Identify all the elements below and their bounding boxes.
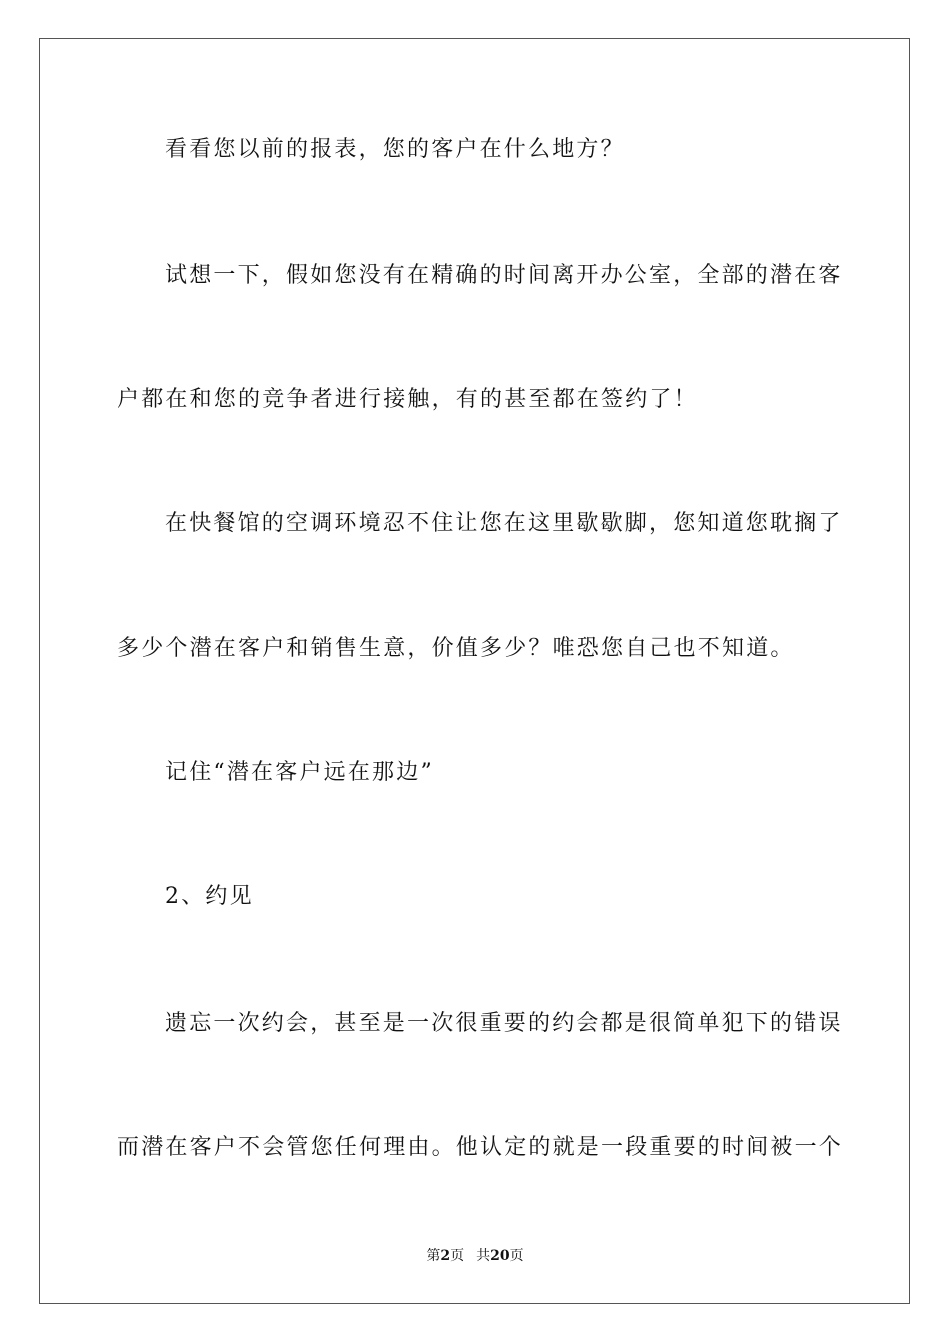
paragraph-line-6: 记住“潜在客户远在那边” (165, 760, 434, 785)
page-frame (39, 38, 910, 1304)
paragraph-line-5: 多少个潜在客户和销售生意，价值多少？唯恐您自己也不知道。 (117, 636, 795, 661)
paragraph-line-8: 遗忘一次约会，甚至是一次很重要的约会都是很简单犯下的错误 (165, 1011, 843, 1036)
page-prefix: 第 (426, 1248, 441, 1264)
total-prefix: 共 (476, 1248, 491, 1264)
paragraph-line-2: 试想一下，假如您没有在精确的时间离开办公室，全部的潜在客 (165, 263, 843, 288)
paragraph-line-3: 户都在和您的竞争者进行接触，有的甚至都在签约了！ (117, 387, 698, 412)
paragraph-line-1: 看看您以前的报表，您的客户在什么地方？ (165, 137, 625, 162)
page-number: 2 (440, 1248, 451, 1264)
total-pages: 20 (490, 1248, 510, 1264)
page-suffix: 页 (450, 1248, 465, 1264)
section-heading: 2、约见 (165, 884, 254, 909)
page-footer (0, 1246, 950, 1266)
total-suffix: 页 (509, 1248, 524, 1264)
paragraph-line-4: 在快餐馆的空调环境忍不住让您在这里歇歇脚，您知道您耽搁了 (165, 511, 843, 536)
paragraph-line-9: 而潜在客户不会管您任何理由。他认定的就是一段重要的时间被一个 (117, 1135, 844, 1160)
